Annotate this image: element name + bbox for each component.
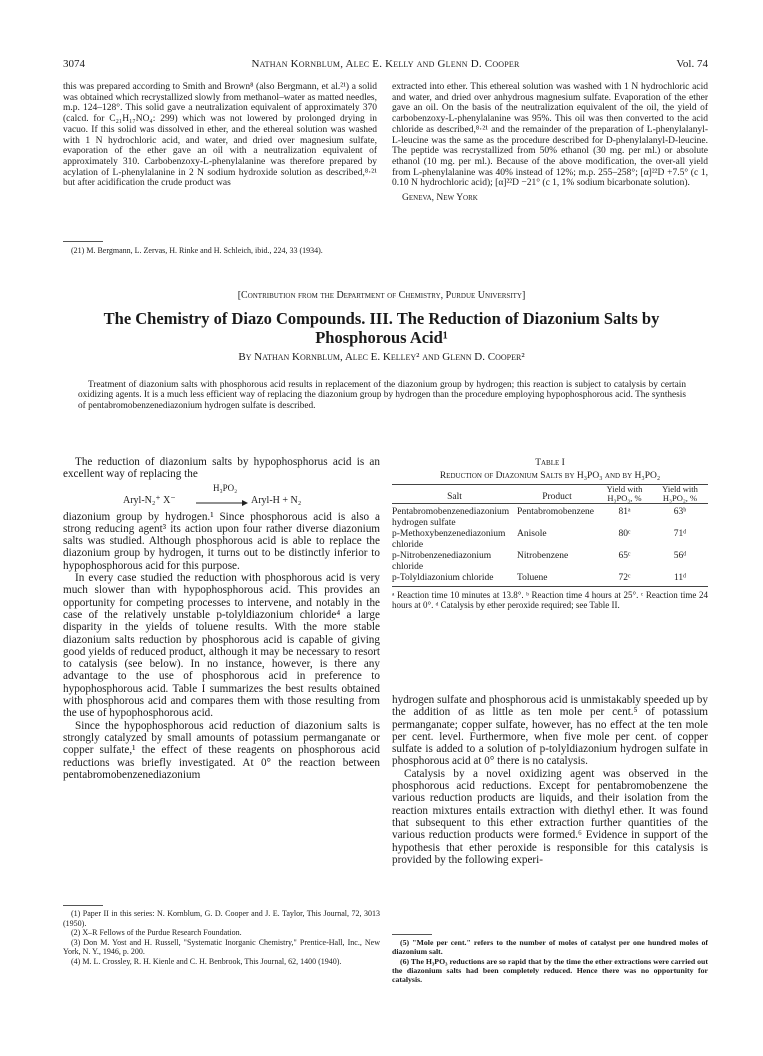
cell-yield-h3po3: 65ᶜ xyxy=(618,551,631,561)
table-row xyxy=(392,551,708,573)
prev-article-right-column xyxy=(392,82,708,204)
cell-product: Nitrobenzene xyxy=(517,551,569,561)
footnote-rule xyxy=(63,241,103,242)
table-row xyxy=(392,507,708,529)
prev-article-left-text: this was prepared according to Smith and Brown⁸ (also Bergmann, et al.²¹) a solid was obtained which recrystallized slowly from methanol–water as matted needles, m.p. 124–128°. This solid gave a neutralization equivalent of approximately 370 (calcd. for C₂₁H₁₇NO₄: 299) which was not lowered by prolonged drying in vacuo. If this solid was dissolved in ether, and the ethereal solution was washed with 1 N hydrochloric acid, and water, and dried over magnesium sulfate, evaporation of the ether gave an oil with a neutralization equivalent of approximately 310. Carbobenzoxy-L-phenylalanine was therefore prepared by acylation of L-phenylalanine in 2 N sodium hydroxide solution as described,⁸·²¹ but after acidification the crude product was xyxy=(63,82,377,189)
right-paragraph-1: hydrogen sulfate and phosphorous acid is unmistakably speeded up by the addition of as little as ten mole per cent.⁵ of potassium permanganate; copper sulfate, however, has no effect at the ten mole per cent. level. Furthermore, when five mole per cent. of copper sulfate is added to a solution of p-tolyldiazonium hydrogen sulfate in phosphorous acid at 0° there is no catalysis. xyxy=(392,694,708,768)
equation-reactant: Aryl-N₂⁺ X⁻ xyxy=(123,494,176,506)
table-notes: ᵃ Reaction time 10 minutes at 13.8°. ᵇ Reaction time 4 hours at 25°. ᶜ Reaction time 24 hours at 0°. ᵈ Catalysis by ether peroxide required; see Table II. xyxy=(392,590,708,611)
cell-yield-h3po2: 71ᵈ xyxy=(673,529,687,539)
intro-paragraph-continued: diazonium group by hydrogen.¹ Since phosphorous acid is also a strong reducing agent³ its action upon four rather diverse diazonium salts was studied. Although phosphorous acid is able to replace the diazonium group by hydrogen, it turns out to be distinctly inferior to hypophosphorous acid for this purpose. xyxy=(63,510,380,572)
footnote-6: (6) The H₃PO₃ reductions are so rapid that by the time the ether extractions were carried out the diazonium salts had been completely reduced. Hence there was no opportunity for catalysis. xyxy=(392,956,708,985)
footnote-2: (2) X–R Fellows of the Purdue Research Foundation. xyxy=(71,928,242,938)
location-line: Geneva, New York xyxy=(402,193,478,204)
body-paragraph-2: In every case studied the reduction with phosphorous acid is very much slower than with hypophosphorous acid. This provides an opportunity for competing processes to intervene, and notably in the case of the relatively unstable p-tolyldiazonium chloride⁴ a large disparity in the yields of toluene results. With the more stable diazonium salts reduction by phosphorous acid is capable of giving good yields of reduced product, although it may be necessary to resort to catalysis (see below). In no instance, however, is there any advantage to the use of phosphorous acid in preference to hypophosphorous acid. Table I summarizes the best results obtained with phosphorous acid and compares them with those resulting from the use of hypophosphorous acid. xyxy=(63,572,380,720)
equation-reagent: H₃PO₂ xyxy=(213,482,238,493)
running-header xyxy=(63,58,708,72)
prev-article-right-text: extracted into ether. This ethereal solution was washed with 1 N hydrochloric acid and water, and dried over anhydrous magnesium sulfate. Evaporation of the ether gave an oil. On the basis of the neutralization equivalent of the oil, the yield of carbobenzoxy-L-phenylalanine was 95%. This oil was then converted to the acid chloride as described,⁸·²¹ and the remainder of the preparation of L-phenylalanyl-L-leucine was the same as the procedure described for D-phenylalanyl-D-leucine. The peptide was recrystallized from 50% ethanol (30 mg. per ml.) or absolute ethanol (10 mg. per ml.). Because of the above modification, the over-all yield from L-phenylalanine was 40% instead of 12%; m.p. 255–258°; [α]²²D +7.5° (c 1, 0.10 N hydrochloric acid); [α]²²D −21° (c 1, 1% sodium bicarbonate solution). xyxy=(392,82,708,189)
cell-salt: Pentabromobenzenediazonium hydrogen sulfate xyxy=(392,507,510,528)
cell-product: Toluene xyxy=(517,573,548,583)
title-line-1: The Chemistry of Diazo Compounds. III. The Reduction of Diazonium Salts by xyxy=(103,309,660,328)
footnote-rule xyxy=(63,905,103,906)
body-left-column xyxy=(63,456,380,781)
cell-yield-h3po2: 11ᵈ xyxy=(673,573,687,583)
title-line-2: Phosphorous Acid¹ xyxy=(315,328,448,347)
right-footnotes xyxy=(392,938,708,984)
column-header-salt: Salt xyxy=(447,492,462,502)
footnote-21: (21) M. Bergmann, L. Zervas, H. Rinke and H. Schleich, ibid., 224, 33 (1934). xyxy=(71,246,323,255)
prev-article-footnotes xyxy=(63,246,377,256)
author-line: By Nathan Kornblum, Alec E. Kelley² and Glenn D. Cooper² xyxy=(238,351,525,363)
reaction-equation xyxy=(63,481,380,511)
cell-yield-h3po3: 80ᶜ xyxy=(618,529,631,539)
table-bottom-rule xyxy=(392,586,708,587)
prev-article-left-column xyxy=(63,82,377,189)
reaction-arrow-icon xyxy=(196,498,248,508)
footnote-rule xyxy=(392,934,432,935)
running-title: Nathan Kornblum, Alec E. Kelly and Glenn D. Cooper xyxy=(251,58,520,70)
cell-yield-h3po2: 63ᵇ xyxy=(673,507,687,517)
cell-salt: p-Nitrobenzenediazonium chloride xyxy=(392,551,492,572)
table-label: Table I xyxy=(535,458,565,468)
column-header-yield-h3po2: Yield with H₃PO₂, % xyxy=(662,484,698,503)
footnote-4: (4) M. L. Crossley, R. H. Kienle and C. H. Benbrook, This Journal, 62, 1400 (1940). xyxy=(71,956,342,966)
body-paragraph-3: Since the hypophosphorous acid reduction of diazonium salts is strongly catalyzed by small amounts of potassium permanganate or copper sulfate,¹ the effect of these reagents on phosphorous acid reductions was briefly investigated. At 0° the reaction between pentabromobenzenediazonium xyxy=(63,719,380,781)
cell-product: Anisole xyxy=(517,529,547,539)
left-footnotes xyxy=(63,909,380,967)
footnote-1: (1) Paper II in this series: N. Kornblum, G. D. Cooper and J. E. Taylor, This Journal, 72, 3013 (1950). xyxy=(63,909,380,928)
table-1 xyxy=(392,458,708,611)
cell-yield-h3po2: 56ᵈ xyxy=(673,551,687,561)
cell-salt: p-Methoxybenzenediazonium chloride xyxy=(392,529,506,550)
table-caption: Reduction of Diazonium Salts by H₃PO₃ and by H₃PO₂ xyxy=(439,471,661,481)
footnote-5: (5) "Mole per cent." refers to the number of moles of catalyst per one hundred moles of diazonium salt. xyxy=(392,938,708,957)
body-right-column xyxy=(392,694,708,866)
cell-product: Pentabromobenzene xyxy=(517,507,595,517)
cell-yield-h3po3: 72ᶜ xyxy=(618,573,631,583)
intro-paragraph: The reduction of diazonium salts by hypophosphorus acid is an excellent way of replacing the xyxy=(63,456,380,481)
volume-label: Vol. 74 xyxy=(676,58,708,70)
table-grid xyxy=(392,485,708,584)
column-header-yield-h3po3: Yield with H₃PO₃, % xyxy=(606,484,643,503)
right-paragraph-2: Catalysis by a novel oxidizing agent was observed in the phosphorous acid reductions. Except for pentabromobenzene the various reduction products are liquids, and their isolation from the reaction mixtures entails extraction with diethyl ether. It was found that subsequent to this ether extraction further quantities of the various reduction products were formed.⁶ Evidence in support of the hypothesis that ether peroxide is responsible for this catalysis is provided by the following experi- xyxy=(392,767,708,866)
contribution-line: [Contribution from the Department of Chemistry, Purdue University] xyxy=(237,290,526,301)
table-row xyxy=(392,529,708,551)
article-title xyxy=(70,309,693,347)
abstract-text: Treatment of diazonium salts with phosphorous acid results in replacement of the diazonium group by hydrogen; this reaction is subject to catalysis by certain oxidizing agents. It is a much less efficient way of replacing the diazonium group by hydrogen than the procedure employing hypophosphorous acid. The synthesis of pentabromobenzenediazonium hydrogen sulfate is described. xyxy=(78,380,686,411)
equation-product: Aryl-H + N₂ xyxy=(251,494,302,506)
cell-yield-h3po3: 81ᵃ xyxy=(618,507,631,517)
footnote-3: (3) Don M. Yost and H. Russell, "Systematic Inorganic Chemistry," Prentice-Hall, Inc., New York, N. Y., 1946, p. 200. xyxy=(63,937,380,957)
cell-salt: p-Tolyldiazonium chloride xyxy=(392,573,494,583)
table-row xyxy=(392,573,708,584)
column-header-product: Product xyxy=(542,492,572,502)
page-number: 3074 xyxy=(63,58,85,70)
table-header-row xyxy=(392,485,708,504)
abstract xyxy=(78,380,686,411)
